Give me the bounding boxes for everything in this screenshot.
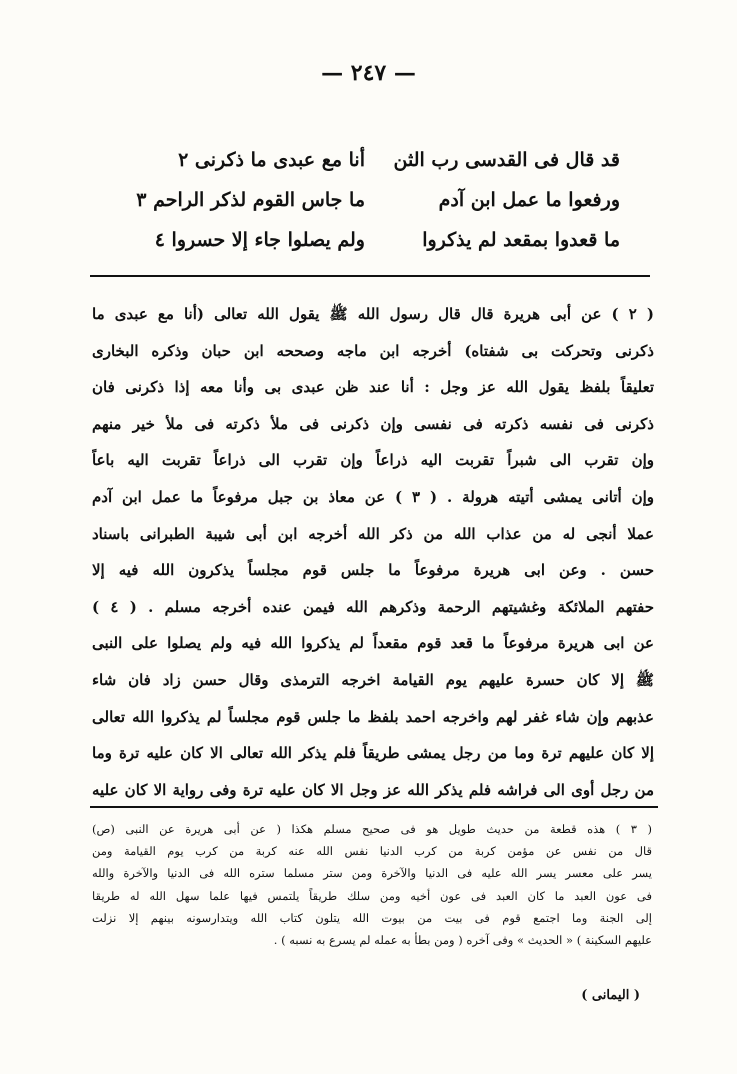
footnote-line: عليهم السكينة ) « الحديث » وفى آخره ( ومن بطأ به عمله لم يسرع به نسبه ) . bbox=[273, 932, 652, 947]
verse-second-hemistich: أنا مع عبدى ما ذكرنى ٢ bbox=[178, 149, 365, 171]
poem-line bbox=[130, 140, 620, 180]
commentary-line: عملا أنجى له من عذاب الله من ذكر الله أخرجه ابن أبى شيبة الطبرانى باسناد bbox=[92, 524, 654, 543]
poem-line bbox=[130, 180, 620, 220]
commentary-line: وإن تقرب الى شبراً تقربت اليه ذراعاً وإن تقرب الى ذراعاً تقربت اليه باعاً bbox=[92, 451, 654, 470]
verse-second-hemistich: ولم يصلوا جاء إلا حسروا ٤ bbox=[154, 229, 365, 251]
footnote-line: يسر على معسر يسر الله عليه فى الدنيا والآخرة ومن ستر مسلما ستره الله فى الدنيا والآخرة والله bbox=[92, 866, 652, 881]
commentary-line: حفتهم الملائكة وغشيتهم الرحمة وذكرهم الله فيمن عنده أخرجه مسلم . ( ٤ ) bbox=[92, 597, 654, 616]
commentary-line: إلا كان عليهم ترة وما من رجل يمشى طريقاً فلم يذكر الله تعالى الا كان عليه ترة وما bbox=[92, 744, 654, 763]
commentary-line: عذبهم وإن شاء غفر لهم واخرجه احمد بلفظ ما جلس قوم مجلساً لم يذكروا الله تعالى bbox=[92, 707, 654, 726]
commentary-line: حسن . وعن ابى هريرة مرفوعاً ما جلس قوم مجلساً يذكرون الله فيه إلا bbox=[92, 561, 654, 580]
verse-second-hemistich: ما جاس القوم لذكر الراحم ٣ bbox=[136, 189, 365, 211]
commentary-line: ﷺ إلا كان حسرة عليهم يوم القيامة اخرجه الترمذى وقال حسن زاد فان شاء bbox=[92, 670, 654, 689]
poem-line bbox=[130, 220, 620, 260]
poem-verses bbox=[130, 140, 620, 260]
commentary-line: من رجل أوى الى فراشه فلم يذكر الله عز وجل الا كان عليه ترة وفى رواية الا كان عليه bbox=[92, 780, 654, 799]
divider-rule bbox=[90, 275, 650, 277]
verse-first-hemistich: ما قعدوا بمقعد لم يذكروا bbox=[422, 229, 620, 251]
footnote-line: إلى الجنة وما اجتمع قوم فى بيت من بيوت الله يتلون كتاب الله ويتدارسونه بينهم إلا نزلت bbox=[92, 910, 652, 925]
commentary-line: ذكرنى وتحركت بى شفتاه) أخرجه ابن ماجه وصححه ابن حبان وذكره البخارى bbox=[92, 341, 654, 360]
verse-first-hemistich: قد قال فى القدسى رب الثن bbox=[393, 149, 620, 171]
commentary-line: عن ابى هريرة مرفوعاً ما قعد قوم مقعداً لم يذكروا الله فيه ولم يصلوا على النبى bbox=[92, 634, 654, 653]
commentary-text bbox=[92, 296, 654, 808]
verse-first-hemistich: ورفعوا ما عمل ابن آدم bbox=[438, 189, 620, 211]
commentary-line: وإن أتانى يمشى أتيته هرولة . ( ٣ ) عن معاذ بن جبل مرفوعاً ما عمل ابن آدم bbox=[92, 487, 654, 506]
commentary-line: ( ٢ ) عن أبى هريرة قال قال رسول الله ﷺ يقول الله تعالى (أنا مع عبدى ما bbox=[92, 305, 654, 323]
page-number: — ٢٤٧ — bbox=[321, 60, 416, 86]
footnote-line: قال من نفس عن مؤمن كربة من كرب الدنيا نفس الله عنه كربة من كرب يوم القيامة ومن bbox=[92, 844, 652, 859]
commentary-line: تعليقاً بلفظ يقول الله عز وجل : أنا عند ظن عبدى بى وأنا معه إذا ذكرنى فان bbox=[92, 378, 654, 397]
footnote-signature: ( اليمانى ) bbox=[581, 988, 640, 1003]
footnote-text bbox=[92, 818, 652, 951]
commentary-line: ذكرنى فى نفسه ذكرته فى نفسى وإن ذكرنى فى ملأ ذكرته فى ملأ خير منهم bbox=[92, 414, 654, 433]
footnote-divider bbox=[90, 806, 658, 808]
footnote-line: فى عون العبد ما كان العبد فى عون أخيه ومن سلك طريقاً يلتمس فيها علما سهل الله له طريقا bbox=[92, 888, 652, 903]
footnote-line: ( ٣ ) هذه قطعة من حديث طويل هو فى صحيح مسلم هكذا ( عن أبى هريرة عن النبى (ص) bbox=[92, 822, 652, 836]
